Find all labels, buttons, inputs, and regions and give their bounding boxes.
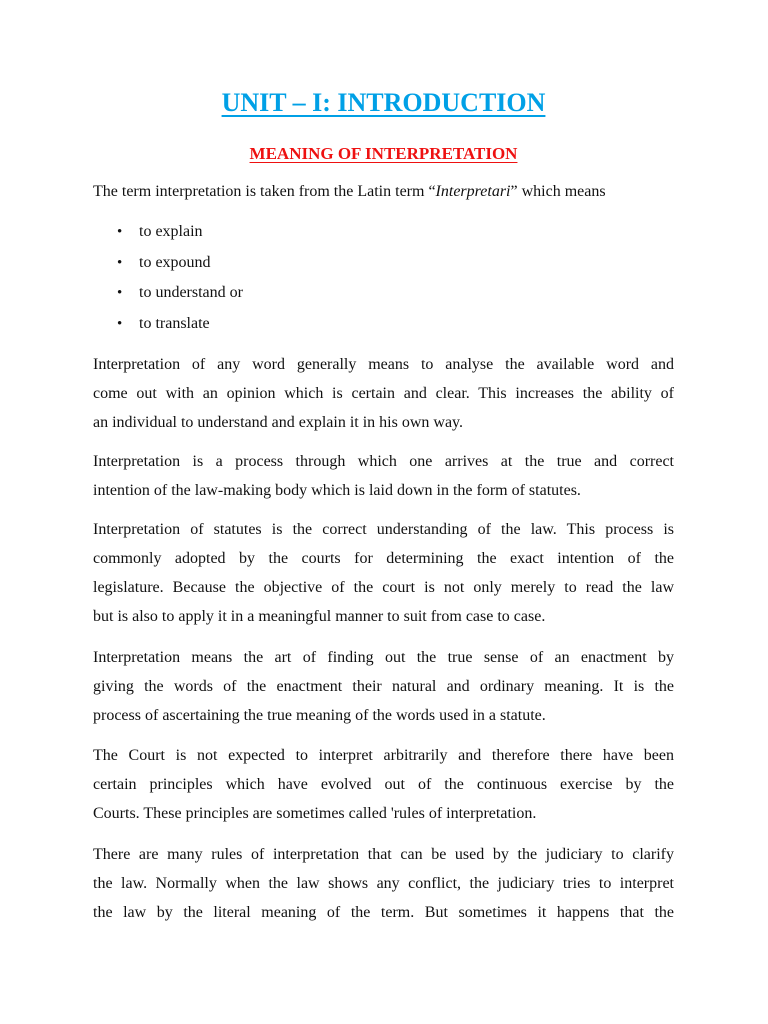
paragraph-line: process of ascertaining the true meaning of the words used in a statute. (93, 707, 546, 724)
list-item (93, 251, 674, 282)
paragraph (93, 643, 674, 730)
paragraph-line: giving the words of the enactment their natural and ordinary meaning. It is the (93, 678, 674, 695)
list-item (93, 312, 674, 343)
paragraph (93, 350, 674, 437)
paragraph-line: Courts. These principles are sometimes called 'rules of interpretation. (93, 805, 537, 822)
bullet-icon: • (117, 224, 123, 240)
paragraph-line: intention of the law-making body which is laid down in the form of statutes. (93, 482, 581, 499)
paragraph-line: certain principles which have evolved out of the continuous exercise by the (93, 776, 674, 793)
paragraph-line: an individual to understand and explain it in his own way. (93, 414, 464, 431)
paragraph-line: legislature. Because the objective of the court is not only merely to read the law (93, 579, 674, 596)
paragraph-line: There are many rules of interpretation that can be used by the judiciary to clarify (93, 846, 674, 863)
meaning-list (93, 220, 674, 342)
list-item-text: to translate (139, 314, 210, 332)
section-title: MEANING OF INTERPRETATION (249, 144, 518, 163)
bullet-icon: • (117, 285, 123, 301)
latin-term: Interpretari (435, 183, 511, 200)
paragraph (93, 840, 674, 927)
list-item-text: to expound (139, 253, 211, 271)
paragraph (93, 447, 674, 505)
paragraph-line: commonly adopted by the courts for determining the exact intention of the (93, 550, 674, 567)
paragraph-line: Interpretation is a process through which one arrives at the true and correct (93, 453, 674, 470)
bullet-icon: • (117, 315, 123, 332)
list-item (93, 220, 674, 251)
list-item-text: to understand or (139, 284, 243, 301)
intro-text-after: ” which means (510, 183, 606, 200)
paragraph-line: the law. Normally when the law shows any conflict, the judiciary tries to interpret (93, 875, 674, 892)
intro-text-before: The term interpretation is taken from the Latin term “ (93, 183, 436, 200)
paragraph (93, 515, 674, 631)
list-item (93, 281, 674, 312)
unit-title: UNIT – I: INTRODUCTION (221, 88, 546, 117)
paragraph-line: come out with an opinion which is certain and clear. This increases the ability of (93, 385, 674, 402)
paragraph-line: the law by the literal meaning of the term. But sometimes it happens that the (93, 904, 674, 921)
intro-sentence (93, 180, 693, 204)
paragraph-line: Interpretation of any word generally means to analyse the available word and (93, 356, 674, 373)
paragraph-line: The Court is not expected to interpret arbitrarily and therefore there have been (93, 747, 674, 764)
paragraph-line: but is also to apply it in a meaningful manner to suit from case to case. (93, 608, 546, 625)
list-item-text: to explain (139, 223, 203, 240)
bullet-icon: • (117, 254, 123, 271)
paragraph-line: Interpretation of statutes is the correct understanding of the law. This process is (93, 521, 674, 538)
paragraph-line: Interpretation means the art of finding out the true sense of an enactment by (93, 649, 674, 666)
paragraph (93, 741, 674, 828)
